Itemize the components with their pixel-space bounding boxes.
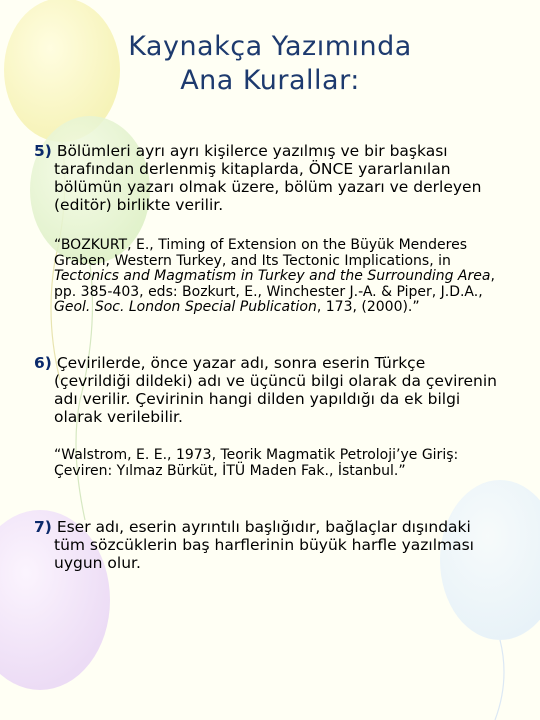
- rule-6: [34, 354, 504, 426]
- example-2-text: “Walstrom, E. E., 1973, Teorik Magmatik Petroloji’ye Giriş: Çeviren: Yılmaz Bürküt, İTÜ Maden Fak., İstanbul.”: [54, 447, 459, 479]
- example-reference-1: [54, 238, 504, 316]
- rule-text: Çevirilerde, önce yazar adı, sonra eserin Türkçe (çevrildiği dildeki) adı ve üçüncü bilgi olarak da çevirenin adı verilir. Çevirinin hangi dilden yapıldığı da ek bilgi olarak verilebilir.: [54, 354, 497, 426]
- rule-number: 6): [34, 354, 52, 372]
- example-reference-2: [54, 448, 504, 479]
- rule-text: Eser adı, eserin ayrıntılı başlığıdır, bağlaçlar dışındaki tüm sözcüklerin baş harflerinin büyük harfle yazılması uygun olur.: [54, 518, 474, 572]
- example-1-part-3: , 173, (2000).”: [316, 299, 420, 315]
- example-1-part-2: , pp. 385-403, eds: Bozkurt, E., Winchester J.-A. & Piper, J.D.A.,: [54, 268, 495, 300]
- rule-number: 7): [34, 518, 52, 536]
- slide-title: [60, 30, 480, 98]
- rule-text: Bölümleri ayrı ayrı kişilerce yazılmış ve bir başkası tarafından derlenmiş kitaplarda, ÖNCE yararlanılan bölümün yazarı olmak üzere, bölüm yazarı ve derleyen (editör) birlikte verilir.: [54, 142, 482, 214]
- title-line-1: Kaynakça Yazımında: [128, 31, 412, 62]
- example-1-part-1: “BOZKURT, E., Timing of Extension on the Büyük Menderes Graben, Western Turkey, and Its Tectonic Implications, in: [54, 237, 467, 269]
- rule-7: [34, 518, 504, 572]
- rule-number: 5): [34, 142, 52, 160]
- example-1-series: Geol. Soc. London Special Publication: [54, 299, 317, 315]
- title-line-2: Ana Kurallar:: [180, 65, 360, 96]
- rule-5: [34, 142, 504, 214]
- example-1-book-title: Tectonics and Magmatism in Turkey and the Surrounding Area: [54, 268, 491, 284]
